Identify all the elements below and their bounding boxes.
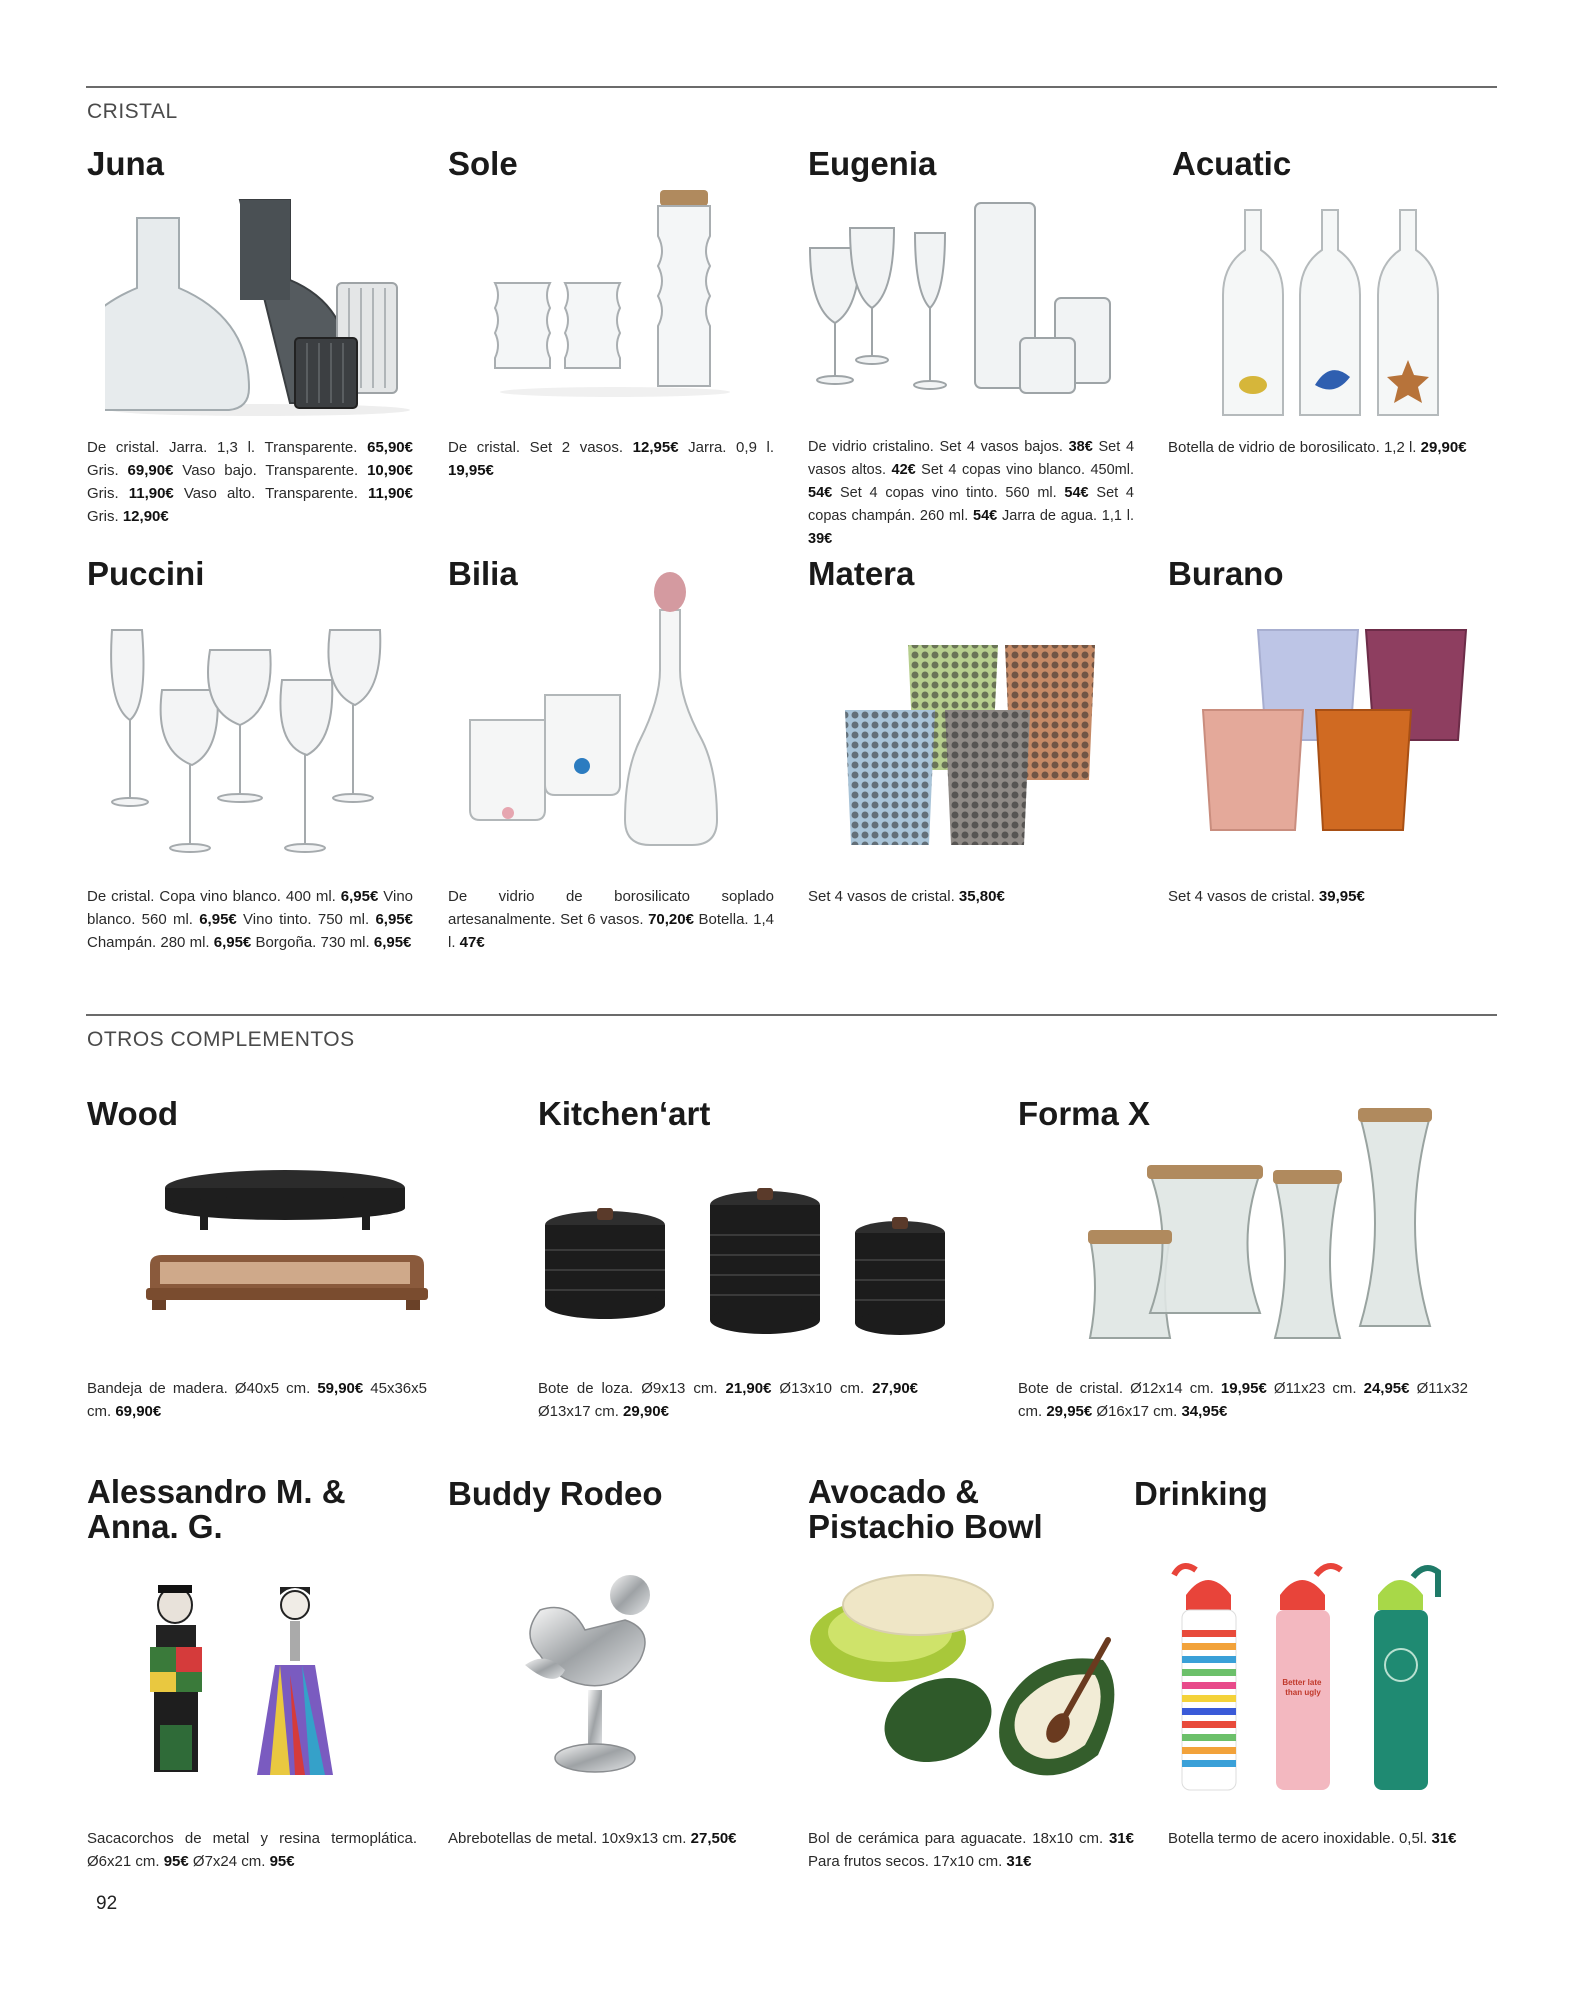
product-image-avocado bbox=[808, 1570, 1128, 1795]
price: 39,95€ bbox=[1318, 888, 1365, 905]
price: 19,95€ bbox=[1220, 1380, 1267, 1397]
price: 10,90€ bbox=[367, 462, 413, 479]
product-image-wood bbox=[130, 1160, 440, 1340]
price: 12,95€ bbox=[632, 439, 679, 456]
price: 54€ bbox=[1064, 485, 1089, 501]
middle-rule bbox=[86, 1014, 1497, 1016]
price: 69,90€ bbox=[115, 1403, 162, 1420]
product-title-puccini: Puccini bbox=[87, 555, 205, 592]
price: 54€ bbox=[808, 485, 833, 501]
price: 38€ bbox=[1068, 439, 1093, 455]
price: 6,95€ bbox=[340, 888, 379, 905]
price: 35,80€ bbox=[958, 888, 1005, 905]
price: 29,90€ bbox=[623, 1403, 669, 1420]
price: 27,90€ bbox=[872, 1380, 919, 1397]
price: 6,95€ bbox=[375, 911, 413, 928]
price: 39€ bbox=[808, 531, 833, 547]
product-title-formax: Forma X bbox=[1018, 1095, 1151, 1132]
price: 11,90€ bbox=[367, 485, 413, 502]
product-image-burano bbox=[1198, 625, 1478, 840]
price: 6,95€ bbox=[199, 911, 237, 928]
top-rule bbox=[86, 86, 1497, 88]
product-image-bilia bbox=[460, 570, 760, 860]
price: 29,95€ bbox=[1046, 1403, 1093, 1420]
product-image-formax bbox=[1085, 1108, 1455, 1348]
price: 34,95€ bbox=[1181, 1403, 1228, 1420]
product-title-avocado: Avocado & Pistachio Bowl bbox=[808, 1473, 1043, 1545]
price: 54€ bbox=[973, 508, 998, 524]
price: 12,90€ bbox=[122, 508, 169, 525]
product-title-eugenia: Eugenia bbox=[808, 145, 937, 182]
price: 47€ bbox=[459, 934, 485, 951]
price: 65,90€ bbox=[367, 439, 413, 456]
product-title-juna: Juna bbox=[87, 145, 165, 182]
price: 31€ bbox=[1108, 1830, 1134, 1847]
bottle-print-line-1: Better late bbox=[1282, 1678, 1322, 1687]
section-label-otros: OTROS COMPLEMENTOS bbox=[87, 1028, 355, 1051]
product-desc-sole: De cristal. Set 2 vasos. 12,95€ Jarra. 0,9 l. 19,95€ bbox=[448, 439, 774, 479]
product-title-acuatic: Acuatic bbox=[1172, 145, 1292, 182]
product-desc-kitchenart: Bote de loza. Ø9x13 cm. 21,90€ Ø13x10 cm. 27,90€ Ø13x17 cm. 29,90€ bbox=[538, 1380, 919, 1420]
product-title-drinking: Drinking bbox=[1134, 1475, 1268, 1512]
product-desc-drinking: Botella termo de acero inoxidable. 0,5l. 31€ bbox=[1168, 1830, 1457, 1847]
section-label-cristal: CRISTAL bbox=[87, 100, 178, 123]
product-title-burano: Burano bbox=[1168, 555, 1284, 592]
product-image-buddy bbox=[520, 1570, 690, 1785]
price: 31€ bbox=[1006, 1853, 1032, 1870]
price: 95€ bbox=[163, 1853, 189, 1870]
product-image-acuatic bbox=[1210, 205, 1470, 425]
price: 95€ bbox=[269, 1853, 295, 1870]
product-title-sole: Sole bbox=[448, 145, 518, 182]
product-desc-formax: Bote de cristal. Ø12x14 cm. 19,95€ Ø11x23 cm. 24,95€ Ø11x32 cm. 29,95€ Ø16x17 cm. 34,95€ bbox=[1018, 1380, 1468, 1420]
product-image-alessandro bbox=[130, 1585, 370, 1790]
product-title-matera: Matera bbox=[808, 555, 915, 592]
price: 27,50€ bbox=[690, 1830, 737, 1847]
product-desc-burano: Set 4 vasos de cristal. 39,95€ bbox=[1168, 888, 1365, 905]
price: 31€ bbox=[1431, 1830, 1457, 1847]
product-desc-acuatic: Botella de vidrio de borosilicato. 1,2 l. 29,90€ bbox=[1168, 439, 1467, 456]
price: 42€ bbox=[891, 462, 916, 478]
product-title-kitchenart: Kitchen‘art bbox=[538, 1095, 711, 1132]
price: 29,90€ bbox=[1420, 439, 1467, 456]
product-image-sole bbox=[490, 188, 740, 398]
price: 21,90€ bbox=[725, 1380, 772, 1397]
product-title-wood: Wood bbox=[87, 1095, 179, 1132]
price: 19,95€ bbox=[448, 462, 494, 479]
product-image-puccini bbox=[100, 620, 400, 860]
price: 11,90€ bbox=[128, 485, 174, 502]
product-desc-bilia: De vidrio de borosilicato soplado artesanalmente. Set 6 vasos. 70,20€ Botella. 1,4 l. 47€ bbox=[448, 888, 774, 951]
product-title-buddy: Buddy Rodeo bbox=[448, 1475, 663, 1512]
svg-text:Better late than ugly bbox=[1282, 1678, 1323, 1697]
product-desc-puccini: De cristal. Copa vino blanco. 400 ml. 6,95€ Vino blanco. 560 ml. 6,95€ Vino tinto. 750 ml. 6,95€ Champán. 280 ml. 6,95€ Borgoña. 730 ml. 6,95€ bbox=[87, 888, 414, 951]
product-desc-alessandro: Sacacorchos de metal y resina termoplática. Ø6x21 cm. 95€ Ø7x24 cm. 95€ bbox=[87, 1830, 417, 1870]
price: 6,95€ bbox=[373, 934, 412, 951]
product-desc-buddy: Abrebotellas de metal. 10x9x13 cm. 27,50€ bbox=[448, 1830, 737, 1847]
product-title-bilia: Bilia bbox=[448, 555, 518, 592]
price: 69,90€ bbox=[127, 462, 174, 479]
price: 59,90€ bbox=[317, 1380, 364, 1397]
price: 24,95€ bbox=[1363, 1380, 1410, 1397]
product-image-drinking bbox=[1168, 1555, 1498, 1805]
page-number: 92 bbox=[96, 1893, 118, 1914]
product-image-matera bbox=[840, 640, 1110, 850]
price: 6,95€ bbox=[213, 934, 252, 951]
product-desc-avocado: Bol de cerámica para aguacate. 18x10 cm. 31€ Para frutos secos. 17x10 cm. 31€ bbox=[808, 1830, 1134, 1870]
product-image-kitchenart bbox=[540, 1175, 970, 1335]
product-desc-eugenia: De vidrio cristalino. Set 4 vasos bajos. 38€ Set 4 vasos altos. 42€ Set 4 copas vino blanco. 450ml. 54€ Set 4 copas vino tinto. 560 ml. 54€ Set 4 copas champán. 260 ml. 54€ Jarra de agua. 1,1 l. 39€ bbox=[808, 439, 1135, 547]
price: 70,20€ bbox=[648, 911, 694, 928]
product-desc-juna: De cristal. Jarra. 1,3 l. Transparente. 65,90€ Gris. 69,90€ Vaso bajo. Transparente. 10,90€ Gris. 11,90€ Vaso alto. Transparente. 11,90€ Gris. 12,90€ bbox=[87, 439, 413, 525]
product-image-juna bbox=[105, 188, 415, 418]
product-title-alessandro: Alessandro M. & Anna. G. bbox=[87, 1473, 346, 1545]
product-desc-matera: Set 4 vasos de cristal. 35,80€ bbox=[808, 888, 1005, 905]
bottle-print-line-2: than ugly bbox=[1285, 1688, 1321, 1697]
product-desc-wood: Bandeja de madera. Ø40x5 cm. 59,90€ 45x36x5 cm. 69,90€ bbox=[87, 1380, 427, 1420]
product-image-eugenia bbox=[805, 198, 1125, 398]
